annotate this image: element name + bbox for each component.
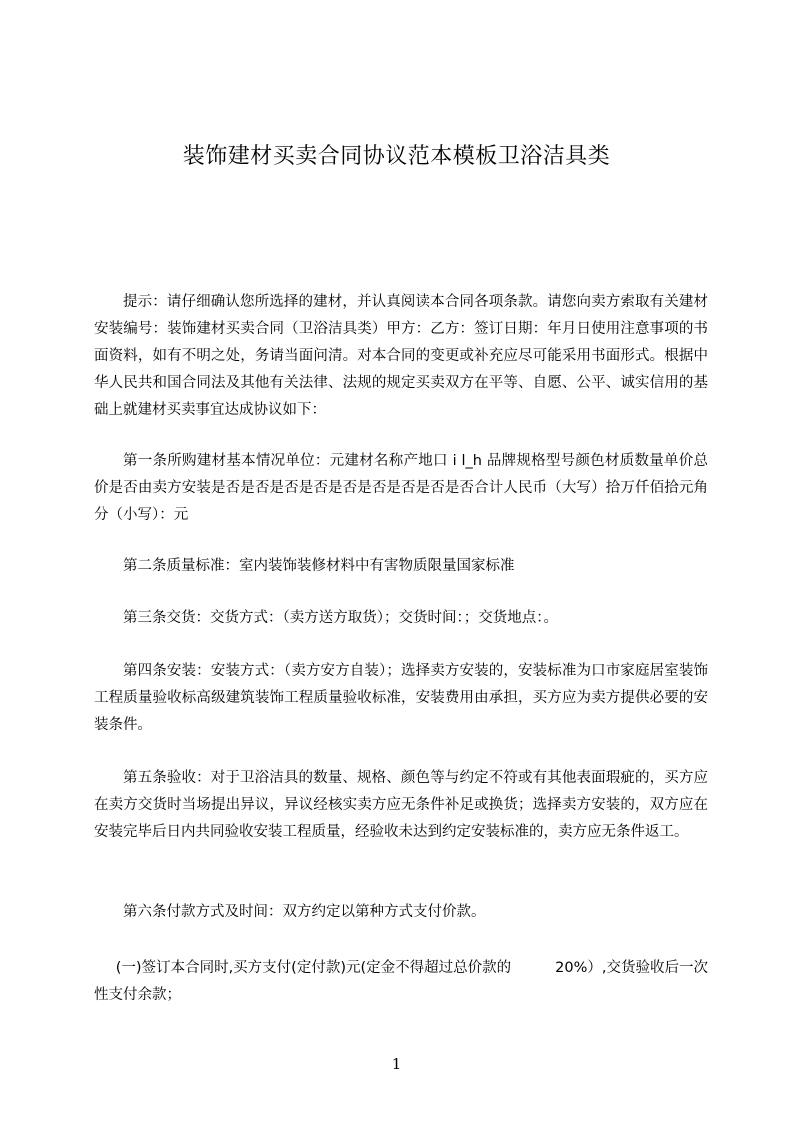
- article-1-paragraph: 第一条所购建材基本情况单位：元建材名称产地口 i l_h 品牌规格型号颜色材质数量单价总价是否由卖方安装是否是否是否是否是否是否是否是否是否合计人民币（大写）拾万仟佰拾元角分（小写）：元: [94, 453, 708, 523]
- document-title: 装饰建材买卖合同协议范本模板卫浴洁具类: [182, 144, 611, 169]
- payment-item-one: [94, 955, 708, 1009]
- notice-paragraph: 提示：请仔细确认您所选择的建材，并认真阅读本合同各项条款。请您向卖方索取有关建材安装编号：装饰建材买卖合同（卫浴洁具类）甲方：乙方：签订日期：年月日使用注意事项的书面资料，如有不明之处，务请当面问清。对本合同的变更或补充应尽可能采用书面形式。根据中华人民共和国合同法及其他有关法律、法规的规定买卖双方在平等、自愿、公平、诚实信用的基础上就建材买卖事宜达成协议如下：: [94, 294, 708, 418]
- article-4-paragraph: 第四条安装：安装方式：（卖方安方自装）；选择卖方安装的，安装标准为口市家庭居室装饰工程质量验收标高级建筑装饰工程质量验收标准，安装费用由承担，买方应为卖方提供必要的安装条件。: [94, 663, 708, 733]
- article-3-paragraph: 第三条交货：交货方式：（卖方送方取货）；交货时间：；交货地点：。: [123, 610, 558, 626]
- payment-item-one-text: (一)签订本合同时,买方支付(定付款)元(定金不得超过总价款的: [115, 960, 512, 976]
- article-6-paragraph: 第六条付款方式及时间：双方约定以第种方式支付价款。: [123, 904, 486, 920]
- article-5-paragraph: 第五条验收：对于卫浴洁具的数量、规格、颜色等与约定不符或有其他表面瑕疵的，买方应在卖方交货时当场提出异议，异议经核实卖方应无条件补足或换货；选择卖方安装的，双方应在安装完毕后日内共同验收安装工程质量，经验收未达到约定安装标准的，卖方应无条件返工。: [94, 770, 708, 840]
- page-number: 1: [391, 1055, 402, 1073]
- article-2-paragraph: 第二条质量标准：室内装饰装修材料中有害物质限量国家标准: [123, 558, 515, 574]
- payment-item-one-percent: 20%）,交货验收后一次性支付余款；: [94, 960, 708, 1003]
